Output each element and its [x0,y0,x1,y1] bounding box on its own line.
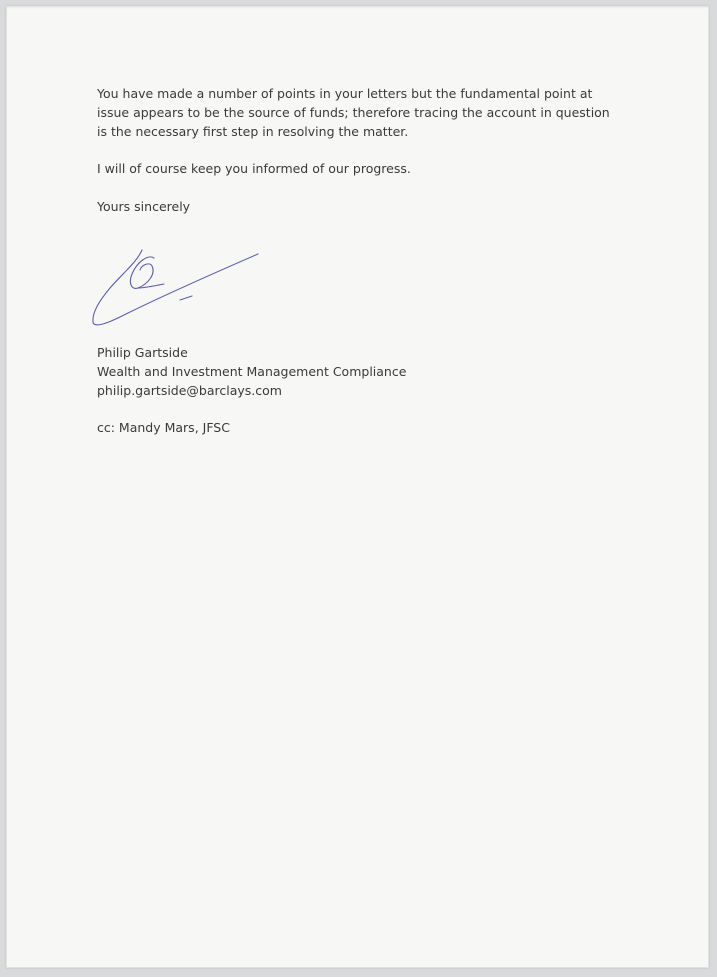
body-paragraph-2: I will of course keep you informed of our progress. [97,161,411,176]
sender-email: philip.gartside@barclays.com [97,383,282,398]
letter-page [6,6,709,968]
cc-line: cc: Mandy Mars, JFSC [97,420,230,435]
closing-salutation: Yours sincerely [97,199,191,214]
sender-name: Philip Gartside [97,345,188,360]
body-paragraph-1: You have made a number of points in your letters but the fundamental point at issue appears to be the source of funds; therefore tracing the account in question is the necessary first step in resolving the matter. [97,86,610,139]
sender-department: Wealth and Investment Management Compliance [97,364,407,379]
handwritten-signature [82,244,262,334]
